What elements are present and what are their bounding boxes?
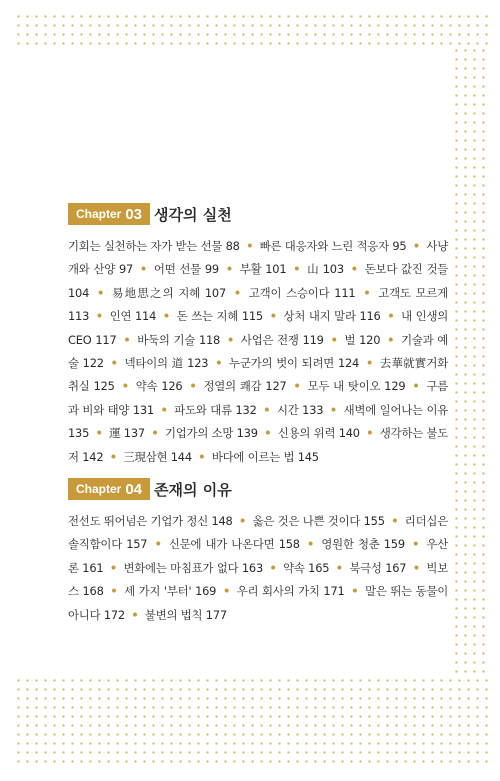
toc-entry: 불변의 법칙 177 xyxy=(144,607,227,622)
toc-entry: 부활 101 xyxy=(239,262,287,277)
toc-entry: 북극성 167 xyxy=(349,560,407,575)
bullet-separator: • xyxy=(222,584,231,599)
bullet-separator: • xyxy=(264,426,272,441)
toc-entry: 내 인생의 CEO 117 xyxy=(68,309,449,347)
bullet-separator: • xyxy=(123,332,131,347)
toc-entry: 돈 쓰는 지혜 115 xyxy=(176,309,263,324)
toc-entry: 리더십은 솔직함이다 157 xyxy=(68,514,448,552)
toc-entry: 去華就實거화취실 125 xyxy=(68,356,449,394)
toc-entry: 山 103 xyxy=(307,262,344,277)
bullet-separator: • xyxy=(95,309,103,324)
bullet-separator: • xyxy=(95,426,103,441)
toc-entry: 빅보스 168 xyxy=(68,560,448,599)
toc-entry: 運 137 xyxy=(109,426,145,441)
toc-entry: 기업가의 소망 139 xyxy=(164,426,258,441)
toc-entry: 기회는 실천하는 자가 받는 선물 88 xyxy=(68,239,240,253)
bullet-separator: • xyxy=(293,262,301,277)
toc-entry: 누군가의 벗이 되려면 124 xyxy=(229,356,360,371)
toc-entry: 정열의 쾌감 127 xyxy=(203,379,287,394)
bullet-separator: • xyxy=(97,285,105,300)
decorative-dot-border-right xyxy=(452,46,488,674)
toc-entry: 상처 내지 말라 116 xyxy=(283,309,381,324)
toc-entry: 돈보다 값진 것들 104 xyxy=(68,262,449,300)
toc-entry: 우산론 161 xyxy=(68,537,449,575)
bullet-separator: • xyxy=(335,560,343,575)
chapter-number: 04 xyxy=(125,480,143,498)
bullet-separator: • xyxy=(269,309,277,324)
bullet-separator: • xyxy=(412,560,420,575)
bullet-separator: • xyxy=(391,514,399,528)
chapter-label-chip xyxy=(68,478,150,500)
bullet-separator: • xyxy=(412,379,420,394)
bullet-separator: • xyxy=(412,239,420,253)
chapter-04-section xyxy=(68,478,448,627)
bullet-separator: • xyxy=(239,514,247,528)
decorative-dot-border-bottom xyxy=(14,676,488,766)
toc-entry: 기술과 예술 122 xyxy=(68,332,449,371)
toc-entry: 신용의 위력 140 xyxy=(277,426,360,441)
bullet-separator: • xyxy=(269,560,277,575)
bullet-separator: • xyxy=(215,356,223,371)
decorative-dot-border-top xyxy=(14,12,488,46)
toc-entry: 말은 뛰는 동물이 아니다 172 xyxy=(68,584,449,622)
toc-entry: 바둑의 기술 118 xyxy=(137,332,221,347)
bullet-separator: • xyxy=(121,379,129,394)
toc-entry: 전선도 뛰어넘은 기업가 정신 148 xyxy=(68,514,233,528)
bullet-separator: • xyxy=(365,356,374,371)
toc-entry: 영원한 청춘 159 xyxy=(321,537,405,552)
chapter-label: Chapter xyxy=(76,207,122,221)
bullet-separator: • xyxy=(233,285,241,300)
bullet-separator: • xyxy=(307,537,315,552)
toc-entry: 모두 내 탓이오 129 xyxy=(307,379,406,394)
bullet-separator: • xyxy=(160,402,168,417)
bullet-separator: • xyxy=(329,402,338,417)
bullet-separator: • xyxy=(293,379,301,394)
bullet-separator: • xyxy=(109,560,117,575)
bullet-separator: • xyxy=(162,309,170,324)
toc-entry: 빠른 대응자와 느린 적응자 95 xyxy=(259,239,407,253)
bullet-separator: • xyxy=(330,332,338,347)
toc-entry: 고객이 스승이다 111 xyxy=(248,285,356,300)
toc-entry: 구름과 비와 태양 131 xyxy=(68,379,449,417)
toc-entry: 三現삼현 144 xyxy=(123,449,192,464)
bullet-separator: • xyxy=(363,285,371,300)
bullet-separator: • xyxy=(151,426,159,441)
toc-entries xyxy=(68,235,448,469)
bullet-separator: • xyxy=(351,584,359,599)
toc-entry: 옳은 것은 나쁜 것이다 155 xyxy=(252,514,385,528)
toc-entry: 변화에는 마침표가 없다 163 xyxy=(123,560,264,575)
bullet-separator: • xyxy=(226,332,235,347)
bullet-separator: • xyxy=(412,537,420,552)
bullet-separator: • xyxy=(109,449,117,464)
chapter-heading xyxy=(68,478,448,500)
chapter-heading xyxy=(68,203,448,225)
bullet-separator: • xyxy=(387,309,395,324)
toc-entry: 고객도 모르게 113 xyxy=(68,285,449,324)
toc-entry: 사업은 전쟁 119 xyxy=(240,332,324,347)
bullet-separator: • xyxy=(110,356,118,371)
bullet-separator: • xyxy=(246,239,254,253)
bullet-separator: • xyxy=(225,262,233,277)
toc-entry: 시간 133 xyxy=(276,402,324,417)
chapter-title: 생각의 실천 xyxy=(154,205,232,224)
chapter-label-chip xyxy=(68,203,150,225)
toc-entry: 세 가지 '부터' 169 xyxy=(124,584,217,599)
bullet-separator: • xyxy=(131,607,139,622)
chapter-03-section xyxy=(68,203,448,469)
bullet-separator: • xyxy=(366,426,374,441)
chapter-title: 존재의 이유 xyxy=(154,480,232,499)
toc-entry: 사냥개와 산양 97 xyxy=(68,239,449,277)
toc-entries xyxy=(68,510,448,627)
toc-entry: 벌 120 xyxy=(344,332,381,347)
toc-entry: 어떤 선물 99 xyxy=(153,262,219,277)
toc-entry: 약속 126 xyxy=(135,379,183,394)
bullet-separator: • xyxy=(154,537,162,552)
chapter-label: Chapter xyxy=(76,482,122,496)
toc-entry: 易地思之의 지혜 107 xyxy=(112,285,226,300)
bullet-separator: • xyxy=(263,402,271,417)
toc-entry: 넥타이의 道 123 xyxy=(124,356,209,371)
toc-entry: 생각하는 불도저 142 xyxy=(68,426,449,464)
bullet-separator: • xyxy=(189,379,197,394)
bullet-separator: • xyxy=(198,449,206,464)
toc-entry: 인연 114 xyxy=(109,309,157,324)
toc-entry: 우리 회사의 가치 171 xyxy=(236,584,345,599)
bullet-separator: • xyxy=(110,584,118,599)
bullet-separator: • xyxy=(350,262,358,277)
toc-entry: 약속 165 xyxy=(283,560,330,575)
toc-entry: 새벽에 일어나는 이유 135 xyxy=(68,402,449,441)
toc-entry: 바다에 이르는 법 145 xyxy=(211,449,319,464)
toc-entry: 신문에 내가 나온다면 158 xyxy=(168,537,300,552)
toc-entry: 파도와 대류 132 xyxy=(174,402,257,417)
bullet-separator: • xyxy=(139,262,148,277)
bullet-separator: • xyxy=(387,332,395,347)
chapter-number: 03 xyxy=(125,205,143,223)
